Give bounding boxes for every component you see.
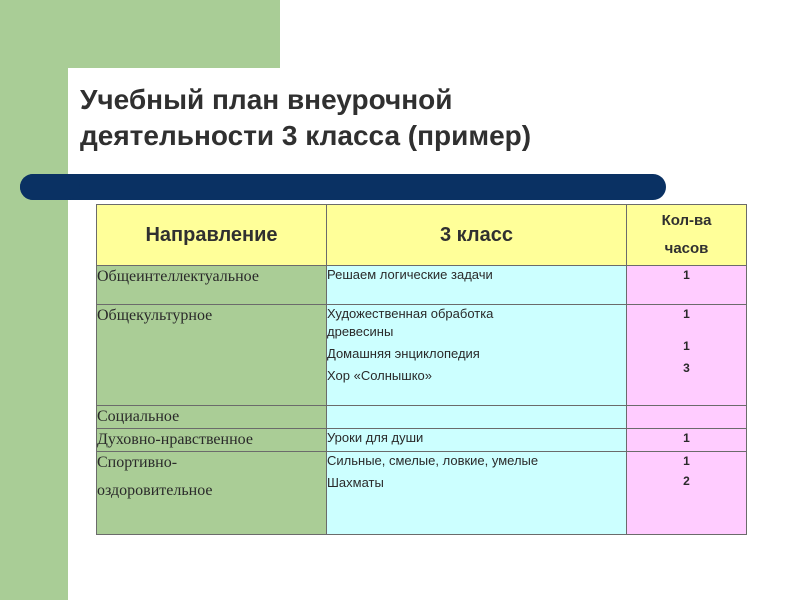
- hours-value: 1: [683, 307, 690, 321]
- activity-item: Домашняя энциклопедия: [327, 346, 480, 361]
- direction-line-1: Спортивно-: [97, 454, 178, 471]
- activities-cell: [327, 266, 627, 305]
- activity-item: Сильные, смелые, ловкие, умелые: [327, 453, 539, 468]
- table-row: [97, 305, 747, 406]
- activity-item-continued: древесины: [327, 324, 394, 339]
- direction-cell: Духовно-нравственное: [97, 429, 327, 452]
- title-underline-bar: [20, 174, 666, 200]
- header-direction: Направление: [97, 205, 327, 266]
- hours-cell: [627, 266, 747, 305]
- title-line-1: Учебный план внеурочной: [80, 84, 453, 115]
- hours-value: 1: [683, 454, 690, 468]
- hours-value: 3: [683, 361, 690, 375]
- table-row: [97, 452, 747, 535]
- title-line-2: деятельности 3 класса (пример): [80, 120, 532, 151]
- hours-cell: [627, 429, 747, 452]
- direction-cell: Общеинтеллектуальное: [97, 266, 327, 305]
- header-hours: [627, 205, 747, 266]
- direction-cell: Общекультурное: [97, 305, 327, 406]
- header-class: 3 класс: [327, 205, 627, 266]
- activity-item: Художественная обработка: [327, 306, 494, 321]
- activity-item: Хор «Солнышко»: [327, 368, 432, 383]
- hours-value: 1: [683, 431, 690, 445]
- activities-cell: [327, 429, 627, 452]
- activity-item: Уроки для души: [327, 430, 424, 445]
- activities-cell: [327, 305, 627, 406]
- activity-item: Решаем логические задачи: [327, 267, 493, 282]
- table-header-row: [97, 205, 747, 266]
- direction-cell: [97, 452, 327, 535]
- activity-item: Шахматы: [327, 475, 384, 490]
- curriculum-table: [96, 204, 747, 535]
- hours-value: 2: [683, 474, 690, 488]
- direction-line-2: оздоровительное: [97, 482, 213, 499]
- direction-cell: Социальное: [97, 406, 327, 429]
- table-row: [97, 429, 747, 452]
- activities-cell: [327, 452, 627, 535]
- hours-value: 1: [683, 268, 690, 282]
- hours-cell: [627, 305, 747, 406]
- table-row: [97, 266, 747, 305]
- slide-title: [80, 82, 720, 154]
- header-hours-line-2: часов: [664, 240, 709, 257]
- hours-cell: [627, 406, 747, 429]
- activities-cell: [327, 406, 627, 429]
- hours-value: 1: [683, 339, 690, 353]
- table-row: [97, 406, 747, 429]
- hours-cell: [627, 452, 747, 535]
- header-hours-line-1: Кол-ва: [661, 212, 712, 229]
